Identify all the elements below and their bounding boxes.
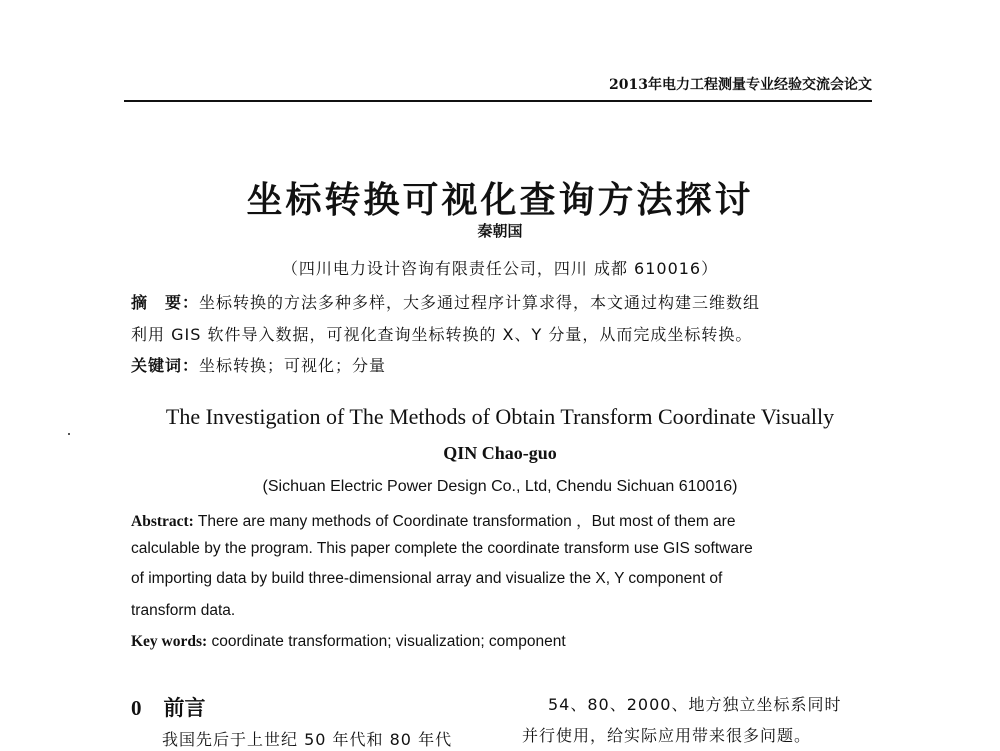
section-number: 0: [131, 696, 142, 720]
paper-title-cn: 坐标转换可视化查询方法探讨: [246, 180, 754, 221]
keywords-en-text: coordinate transformation; visualization; component: [211, 633, 566, 650]
abstract-en-line-1: [131, 509, 735, 531]
keywords-cn-label: 关键词：: [131, 356, 200, 375]
body-left-line-1: 我国先后于上世纪 50 年代和 80 年代: [162, 730, 453, 749]
header-rule: [124, 100, 872, 102]
section-title: 前言: [163, 696, 206, 720]
keywords-cn: [131, 353, 386, 376]
affiliation-cn: （四川电力设计咨询有限责任公司，四川 成都 610016）: [281, 259, 719, 278]
abstract-en-label: Abstract:: [131, 513, 194, 530]
abstract-en-line-3: of importing data by build three-dimensional array and visualize the X, Y component of: [131, 570, 723, 587]
abstract-en-line-4: transform data.: [131, 602, 236, 619]
abstract-cn-text-1: 坐标转换的方法多种多样，大多通过程序计算求得，本文通过构建三维数组: [199, 293, 761, 312]
abstract-cn-line-1: [131, 290, 760, 313]
abstract-en-text-1: There are many methods of Coordinate transformation ，But most of them are: [197, 513, 736, 530]
scan-speck: [68, 433, 70, 435]
paper-title-en: The Investigation of The Methods of Obtain Transform Coordinate Visually: [165, 404, 835, 429]
body-right-line-1: 54、80、2000、地方独立坐标系同时: [548, 695, 842, 714]
author-cn: 秦朝国: [477, 222, 523, 240]
keywords-cn-text: 坐标转换；可视化；分量: [199, 356, 387, 375]
keywords-en: [131, 633, 566, 651]
abstract-en-line-2: calculable by the program. This paper complete the coordinate transform use GIS software: [131, 540, 753, 557]
keywords-en-label: Key words:: [131, 633, 208, 650]
abstract-cn-line-2: 利用 GIS 软件导入数据，可视化查询坐标转换的 X、Y 分量，从而完成坐标转换。: [131, 325, 753, 344]
section-heading: [131, 692, 206, 722]
affiliation-en: (Sichuan Electric Power Design Co., Ltd, Chendu Sichuan 610016): [262, 478, 738, 495]
running-header: 2013年电力工程测量专业经验交流会论文: [609, 77, 872, 93]
abstract-cn-label: 摘 要：: [131, 293, 200, 312]
body-right-line-2: 并行使用，给实际应用带来很多问题。: [522, 726, 812, 745]
author-en: QIN Chao-guo: [443, 443, 557, 463]
